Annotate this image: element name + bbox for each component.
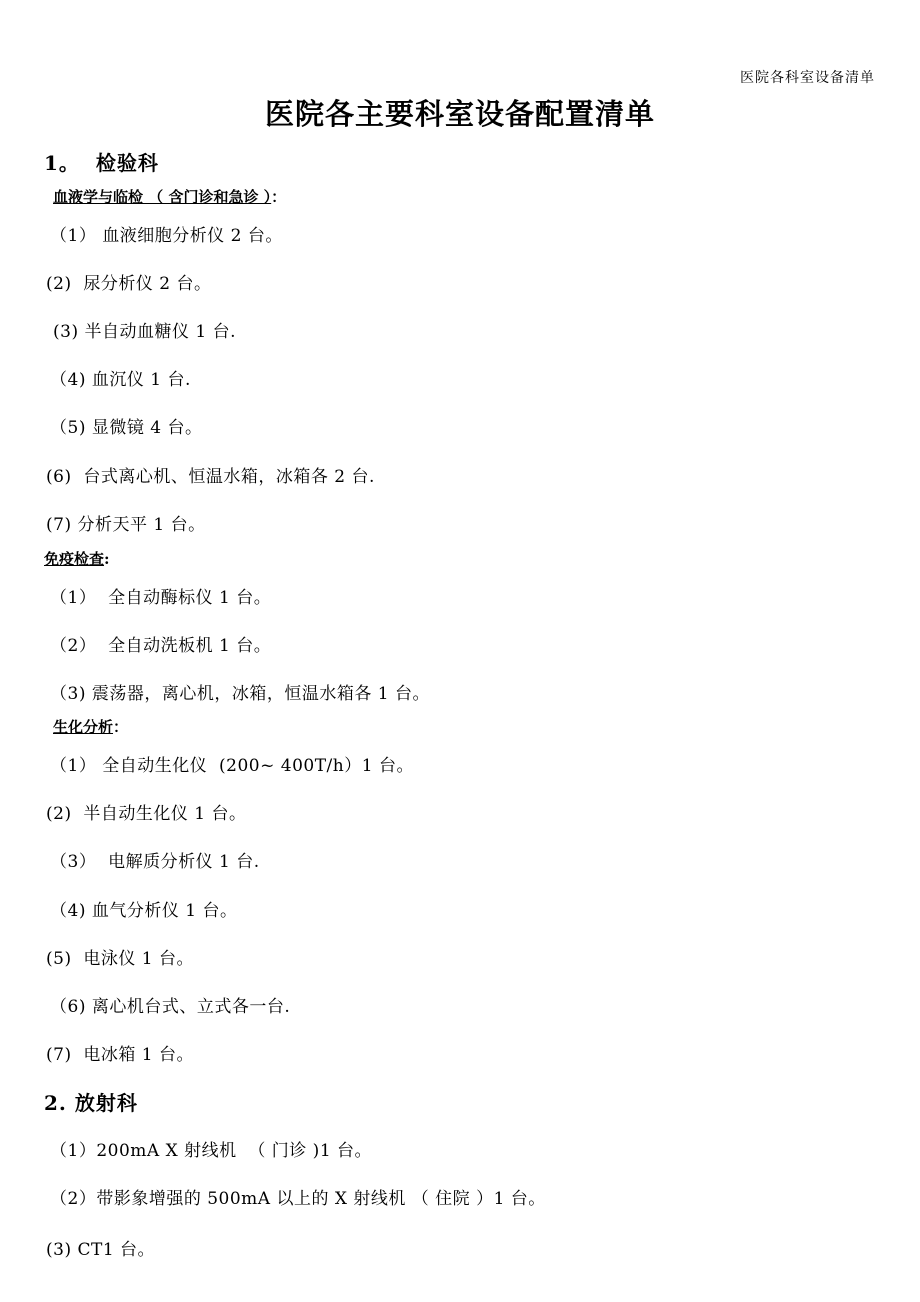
list-item: (6) 台式离心机、恒温水箱，冰箱各 2 台. bbox=[46, 467, 375, 487]
list-item: （1） 全自动酶标仪 1 台。 bbox=[50, 588, 272, 608]
list-item: （4) 血气分析仪 1 台。 bbox=[50, 901, 238, 921]
section-heading-lab: 1。 检验科 bbox=[44, 151, 159, 175]
list-item: （3） 电解质分析仪 1 台. bbox=[50, 852, 260, 872]
list-item: （1） 全自动生化仪 (200~ 400T/h）1 台。 bbox=[50, 756, 414, 776]
subsection-label: 免疫检查 bbox=[44, 550, 105, 568]
list-item: （2）带影象增强的 500mA 以上的 X 射线机 （ 住院 ）1 台。 bbox=[50, 1189, 546, 1209]
list-item: （5) 显微镜 4 台。 bbox=[50, 418, 203, 438]
list-item: (5) 电泳仪 1 台。 bbox=[46, 949, 195, 969]
running-header: 医院各科室设备清单 bbox=[740, 70, 875, 86]
list-item: (2) 半自动生化仪 1 台。 bbox=[46, 804, 247, 824]
subsection-biochemistry bbox=[53, 716, 128, 737]
list-item: （4) 血沉仪 1 台. bbox=[50, 370, 191, 390]
subsection-suffix: ： bbox=[271, 188, 287, 206]
list-item: (3) CT1 台。 bbox=[46, 1240, 156, 1260]
list-item: (3) 半自动血糖仪 1 台. bbox=[53, 322, 237, 342]
subsection-hematology bbox=[53, 186, 286, 207]
list-item: (7) 电冰箱 1 台。 bbox=[46, 1045, 195, 1065]
list-item: （2） 全自动洗板机 1 台。 bbox=[50, 636, 272, 656]
subsection-suffix: : bbox=[104, 550, 110, 568]
list-item: (7) 分析天平 1 台。 bbox=[46, 515, 206, 535]
list-item: (2) 尿分析仪 2 台。 bbox=[46, 274, 212, 294]
section-heading-radiology: 2. 放射科 bbox=[44, 1091, 138, 1115]
subsection-suffix: ： bbox=[113, 718, 129, 736]
list-item: （3) 震荡器，离心机，冰箱，恒温水箱各 1 台。 bbox=[50, 684, 430, 704]
subsection-label: 血液学与临检 （ 含门诊和急诊 ） bbox=[53, 188, 272, 206]
document-title: 医院各主要科室设备配置清单 bbox=[264, 97, 655, 131]
list-item: （6) 离心机台式、立式各一台. bbox=[50, 997, 291, 1017]
subsection-immunology bbox=[44, 548, 110, 569]
subsection-label: 生化分析 bbox=[53, 718, 114, 736]
list-item: （1） 血液细胞分析仪 2 台。 bbox=[50, 226, 283, 246]
list-item: （1）200mA X 射线机 （ 门诊 )1 台。 bbox=[50, 1141, 373, 1161]
